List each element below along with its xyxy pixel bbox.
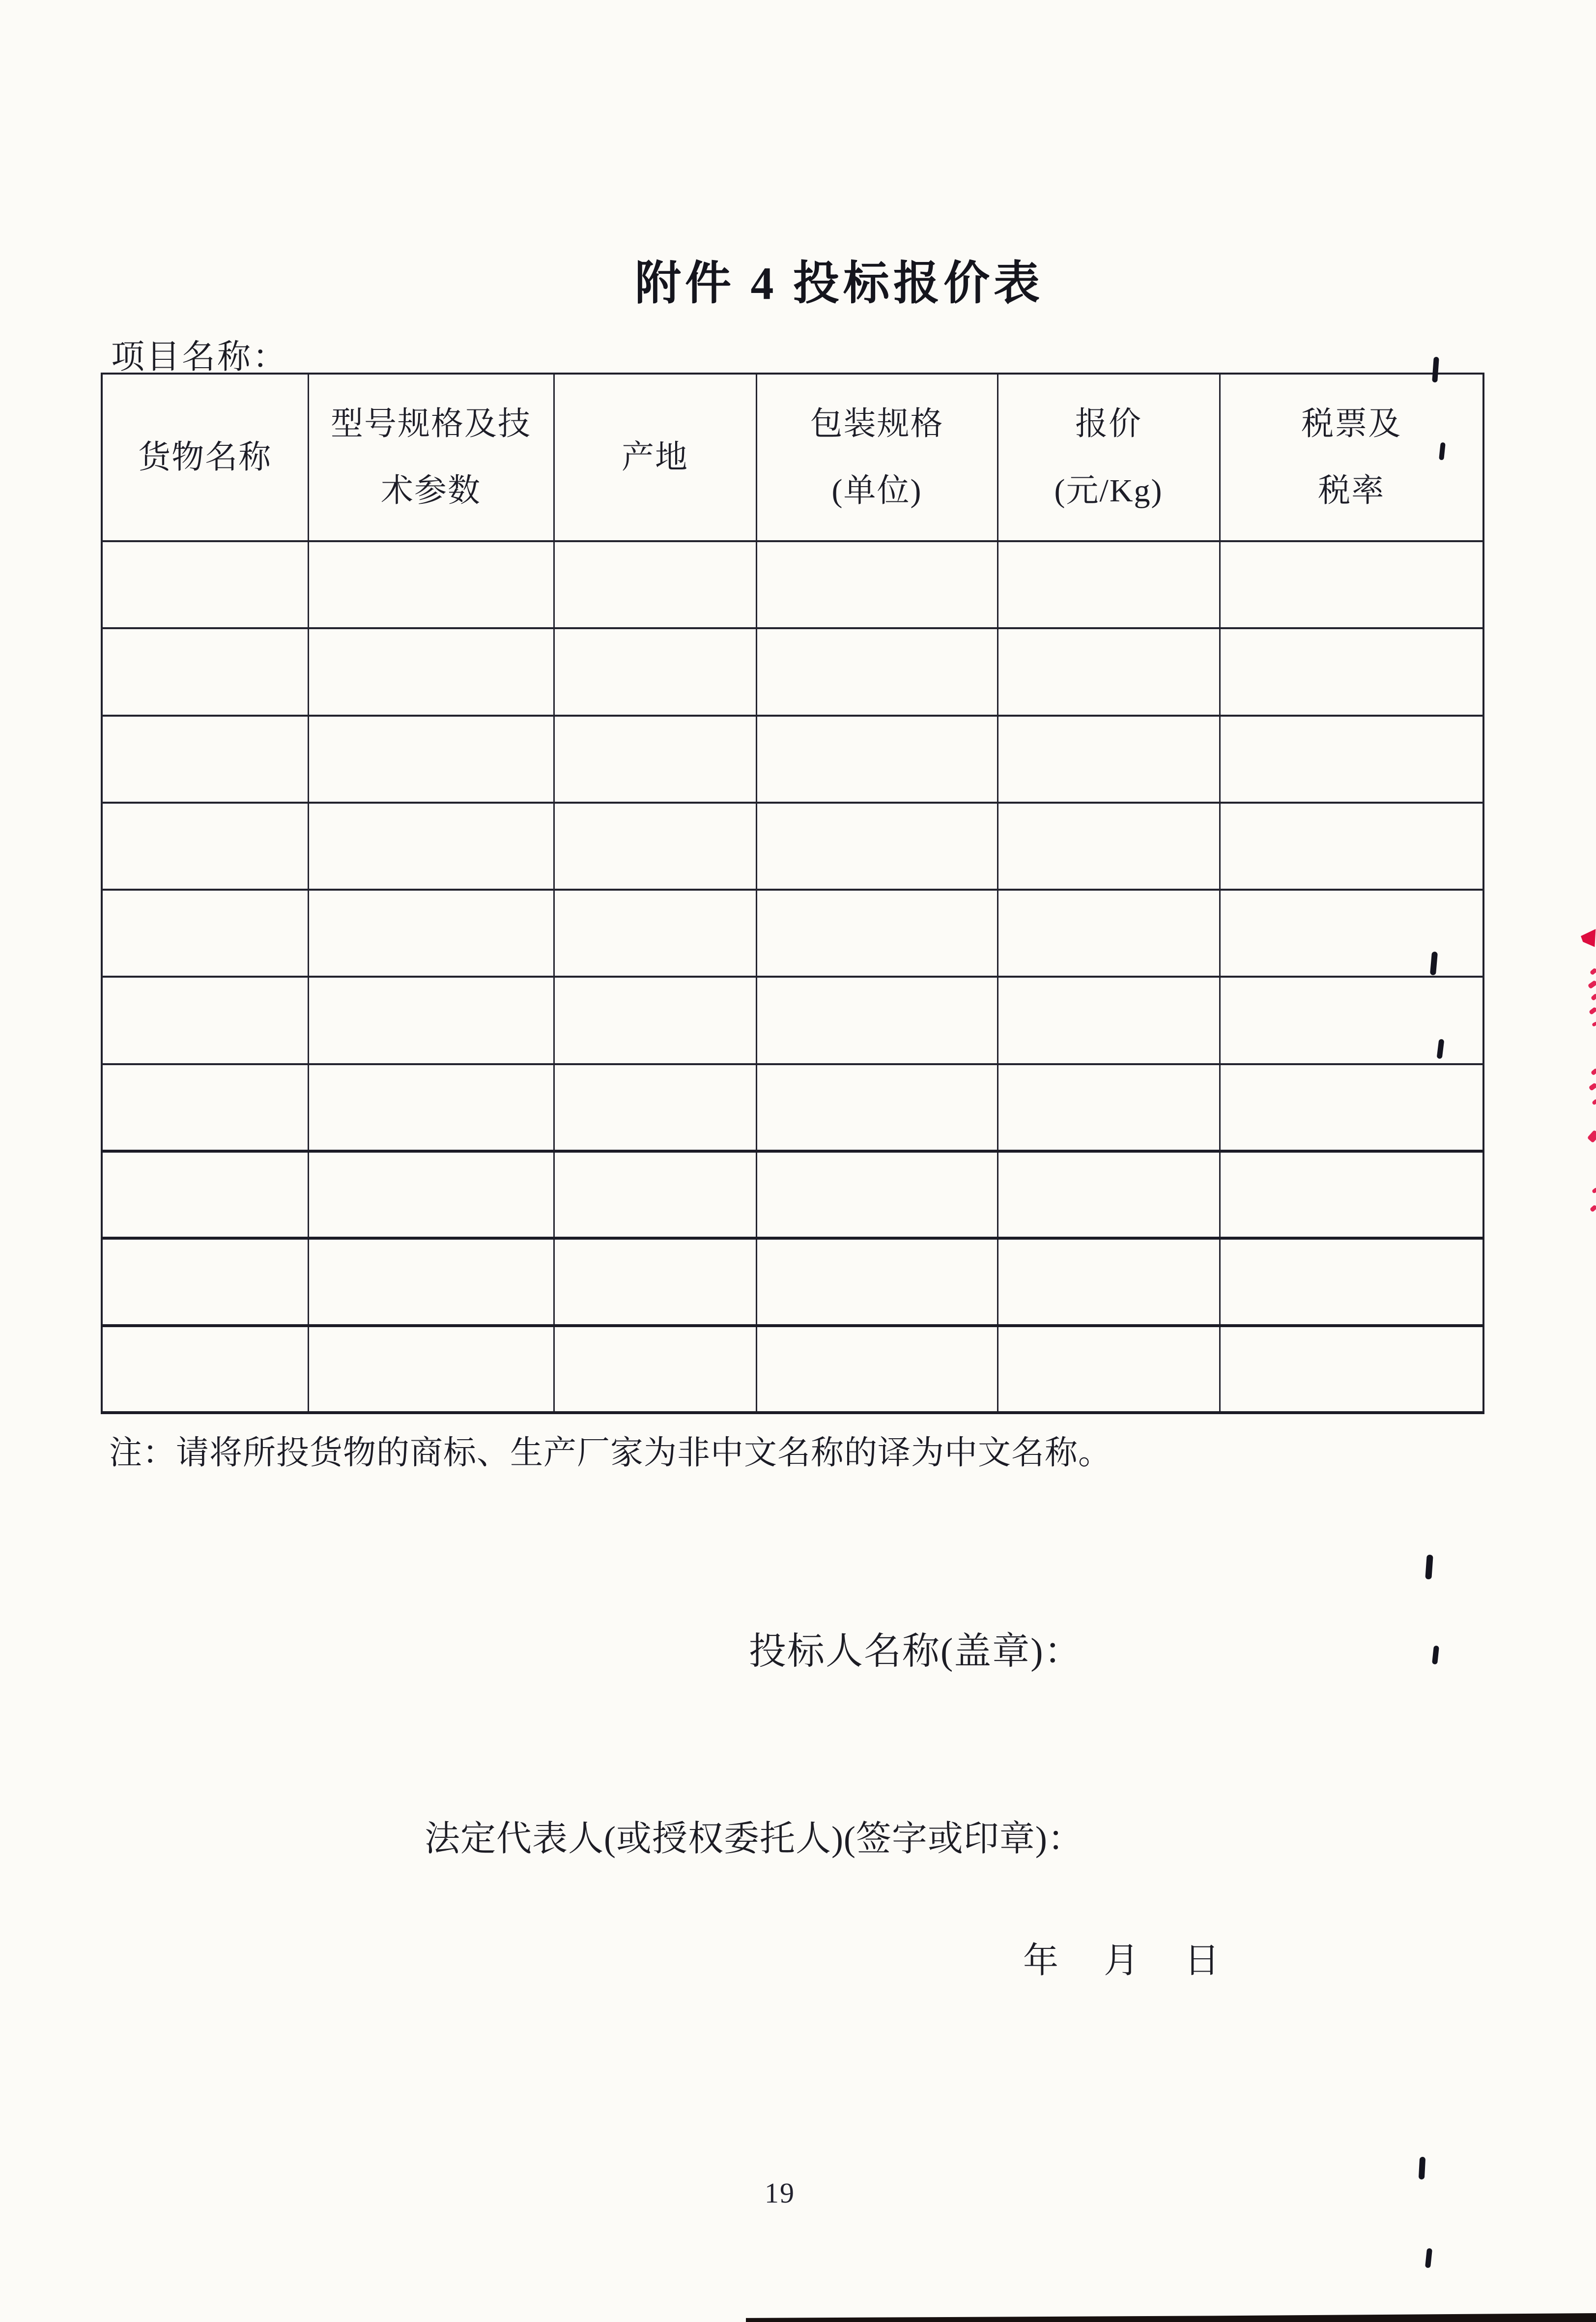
ink-tick-mark <box>1419 2157 1425 2180</box>
empty-cell-model-spec <box>308 1151 554 1238</box>
scan-edge-shadow <box>746 2313 1596 2322</box>
table-row <box>102 1064 1483 1151</box>
empty-cell-model-spec <box>308 1238 554 1325</box>
red-seal-fragment <box>1591 1068 1596 1076</box>
table-row <box>102 1326 1483 1413</box>
empty-cell-package-spec <box>756 541 998 628</box>
empty-cell-package-spec <box>756 628 998 715</box>
empty-cell-tax <box>1220 1064 1483 1151</box>
empty-cell-price <box>998 541 1220 628</box>
ink-tick-mark <box>1425 2248 1432 2268</box>
date-line: 年 月 日 <box>1023 1941 1225 1980</box>
empty-cell-model-spec <box>308 1326 554 1413</box>
red-seal-fragment <box>1592 1187 1596 1194</box>
col-header-text: 报价 <box>1075 406 1142 442</box>
red-seal-fragment <box>1587 1130 1596 1143</box>
col-header-price <box>998 374 1220 541</box>
empty-cell-tax <box>1220 803 1483 890</box>
empty-cell-origin <box>554 1151 756 1238</box>
empty-cell-price <box>998 1238 1220 1325</box>
page-number: 19 <box>765 2177 795 2209</box>
empty-cell-tax <box>1220 1151 1483 1238</box>
empty-cell-origin <box>554 1326 756 1413</box>
red-seal-fragment <box>1580 929 1596 949</box>
col-header-origin <box>554 374 756 541</box>
empty-cell-tax <box>1220 890 1483 977</box>
col-header-goods-name <box>102 374 308 541</box>
empty-cell-origin <box>554 628 756 715</box>
empty-cell-package-spec <box>756 1326 998 1413</box>
col-header-text: 税票及 <box>1301 406 1402 442</box>
empty-cell-tax <box>1220 1326 1483 1413</box>
empty-cell-tax <box>1220 716 1483 803</box>
empty-cell-tax <box>1220 977 1483 1064</box>
red-seal-fragment <box>1592 1021 1596 1027</box>
empty-cell-origin <box>554 541 756 628</box>
bid-price-table <box>101 373 1484 1414</box>
empty-cell-package-spec <box>756 890 998 977</box>
empty-cell-price <box>998 803 1220 890</box>
empty-cell-package-spec <box>756 803 998 890</box>
empty-cell-origin <box>554 803 756 890</box>
empty-cell-price <box>998 977 1220 1064</box>
project-name-label: 项目名称： <box>111 338 288 376</box>
col-header-text: 包装规格 <box>810 406 944 442</box>
empty-cell-model-spec <box>308 977 554 1064</box>
red-seal-fragment <box>1589 1082 1596 1091</box>
empty-cell-goods-name <box>102 1326 308 1413</box>
col-header-package-spec <box>756 374 998 541</box>
table-row <box>102 803 1483 890</box>
empty-cell-goods-name <box>102 1151 308 1238</box>
table-header-row <box>102 374 1483 541</box>
red-seal-fragment <box>1591 993 1596 1001</box>
empty-cell-model-spec <box>308 541 554 628</box>
empty-cell-model-spec <box>308 1064 554 1151</box>
col-header-text: 货物名称 <box>138 439 272 475</box>
col-header-text: (元/Kg) <box>1054 472 1163 509</box>
empty-cell-model-spec <box>308 803 554 890</box>
empty-cell-price <box>998 1064 1220 1151</box>
col-header-text: 型号规格及技 <box>331 406 531 442</box>
empty-cell-goods-name <box>102 628 308 715</box>
page-title: 附件 4 投标报价表 <box>635 258 1044 309</box>
table-row <box>102 628 1483 715</box>
empty-cell-origin <box>554 1064 756 1151</box>
col-header-model-spec <box>308 374 554 541</box>
empty-cell-tax <box>1220 1238 1483 1325</box>
col-header-text: (单位) <box>831 472 922 509</box>
empty-cell-package-spec <box>756 1151 998 1238</box>
table-row <box>102 890 1483 977</box>
table-row <box>102 541 1483 628</box>
empty-cell-model-spec <box>308 890 554 977</box>
empty-cell-model-spec <box>308 716 554 803</box>
empty-cell-goods-name <box>102 541 308 628</box>
note-line: 注：请将所投货物的商标、生产厂家为非中文名称的译为中文名称。 <box>109 1435 1112 1471</box>
empty-cell-goods-name <box>102 1238 308 1325</box>
empty-cell-tax <box>1220 541 1483 628</box>
red-seal-fragment <box>1590 968 1596 976</box>
empty-cell-price <box>998 890 1220 977</box>
empty-cell-goods-name <box>102 803 308 890</box>
empty-cell-package-spec <box>756 716 998 803</box>
ink-tick-mark <box>1425 1555 1433 1580</box>
empty-cell-origin <box>554 716 756 803</box>
empty-cell-origin <box>554 1238 756 1325</box>
table-row <box>102 1151 1483 1238</box>
empty-cell-goods-name <box>102 716 308 803</box>
col-header-text: 术参数 <box>381 472 481 509</box>
red-seal-fragment <box>1588 980 1596 989</box>
empty-cell-model-spec <box>308 628 554 715</box>
red-seal-fragment <box>1589 1007 1596 1015</box>
bidder-name-label: 投标人名称(盖章)： <box>749 1631 1083 1672</box>
empty-cell-package-spec <box>756 977 998 1064</box>
empty-cell-origin <box>554 890 756 977</box>
empty-cell-price <box>998 1151 1220 1238</box>
red-seal-fragment <box>1590 1204 1596 1212</box>
ink-tick-mark <box>1432 1646 1439 1665</box>
empty-cell-origin <box>554 977 756 1064</box>
red-seal-fragment <box>1592 1099 1596 1105</box>
col-header-text: 产地 <box>622 439 688 475</box>
empty-cell-goods-name <box>102 890 308 977</box>
empty-cell-price <box>998 716 1220 803</box>
empty-cell-package-spec <box>756 1064 998 1151</box>
empty-cell-tax <box>1220 628 1483 715</box>
table-row <box>102 1238 1483 1325</box>
col-header-text: 税率 <box>1318 472 1385 509</box>
empty-cell-price <box>998 1326 1220 1413</box>
legal-representative-label: 法定代表人(或授权委托人)(签字或印章)： <box>425 1819 1083 1858</box>
table-row <box>102 716 1483 803</box>
empty-cell-price <box>998 628 1220 715</box>
table-row <box>102 977 1483 1064</box>
empty-cell-package-spec <box>756 1238 998 1325</box>
empty-cell-goods-name <box>102 1064 308 1151</box>
empty-cell-goods-name <box>102 977 308 1064</box>
